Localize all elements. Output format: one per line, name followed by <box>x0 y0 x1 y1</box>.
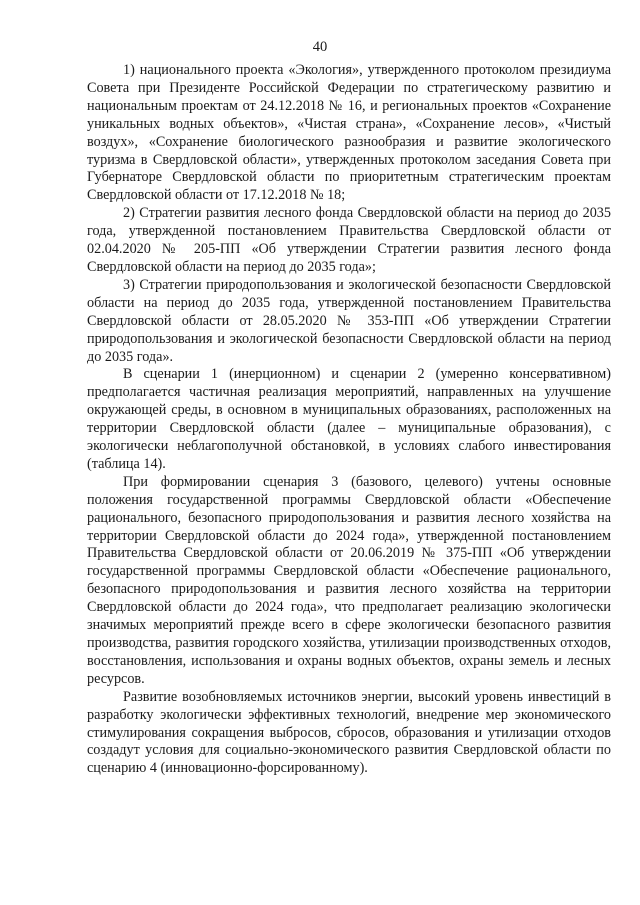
paragraph-scenarios-1-2: В сценарии 1 (инерционном) и сценарии 2 (умеренно консервативном) предполагается частичная реализация мероприятий, направленных на улучшение окружающей среды, в основном в муниципальных образованиях, расположенных на территории Свердловской области (далее – муниципальные образования), с экологически неблагополучной обстановкой, в условиях слабого инвестирования (таблица 14). <box>87 366 611 472</box>
paragraph-national-project-ecology: 1) национального проекта «Экология», утвержденного протоколом президиума Совета при Президенте Российской Федерации по стратегическому развитию и национальным проектам от 24.12.2018 № 16, и региональных проектов «Сохранение уникальных водных объектов», «Чистая страна», «Сохранение лесов», «Чистый воздух», «Сохранение биологического разнообразия и развитие экологического туризма в Свердловской области», утвержденных протоколом заседания Совета при Губернаторе Свердловской области по приоритетным стратегическим проектам Свердловской области от 17.12.2018 № 18; <box>87 62 611 204</box>
paragraph-forest-fund-strategy: 2) Стратегии развития лесного фонда Свердловской области на период до 2035 года, утвержденной постановлением Правительства Свердловской области от 02.04.2020 № 205-ПП «Об утверждении Стратегии развития лесного фонда Свердловской области на период до 2035 года»; <box>87 205 611 275</box>
paragraph-scenario-4: Развитие возобновляемых источников энергии, высокий уровень инвестиций в разработку экологически эффективных технологий, внедрение мер экономического стимулирования сокращения выбросов, сбросов, образования и утилизации отходов создадут условия для социально-экономического развития Свердловской области по сценарию 4 (инновационно-форсированному). <box>87 688 611 777</box>
paragraph-scenario-3: При формировании сценария 3 (базового, целевого) учтены основные положения государственной программы Свердловской области «Обеспечение рационального, безопасного природопользования и развития лесного хозяйства на территории Свердловской области до 2024 года», утвержденной постановлением Правительства Свердловской области от 20.06.2019 № 375-ПП «Об утверждении государственной программы Свердловской области «Обеспечение рационального, безопасного природопользования и развития лесного хозяйства на территории Свердловской области до 2024 года», что предполагает реализацию экологически значимых мероприятий прежде всего в сфере экологически безопасного развития производства, развития городского хозяйства, утилизации производственных отходов, восстановления, использования и охраны водных объектов, охраны земель и лесных ресурсов. <box>87 473 611 687</box>
page-number: 40 <box>312 39 328 55</box>
document-body <box>87 62 611 778</box>
paragraph-environmental-safety-strategy: 3) Стратегии природопользования и экологической безопасности Свердловской области на период до 2035 года, утвержденной постановлением Правительства Свердловской области от 28.05.2020 № 353-ПП «Об утверждении Стратегии природопользования и экологической безопасности Свердловской области на период до 2035 года». <box>87 276 611 365</box>
